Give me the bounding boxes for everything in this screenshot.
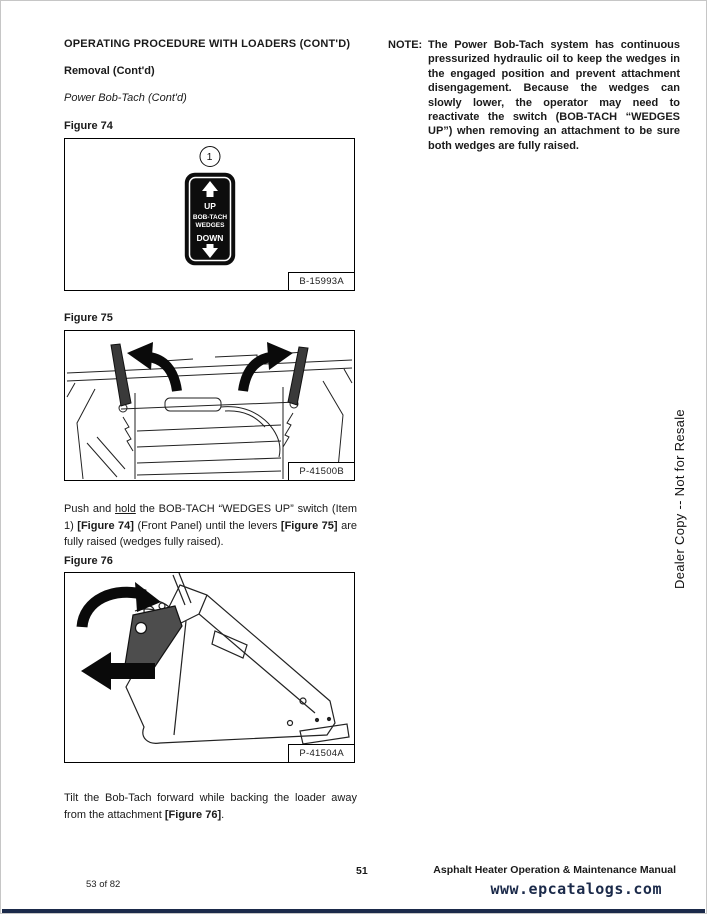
item-1-callout: 1 [199, 146, 220, 167]
decal-down-label: DOWN [196, 233, 223, 243]
procedure-paragraph-1 [64, 501, 357, 551]
left-rotate-arrow-icon [149, 357, 177, 391]
decal-line2: WEDGES [195, 222, 224, 229]
left-spring [123, 417, 133, 451]
text-segment: hold [115, 503, 136, 515]
subsubsection-title: Power Bob-Tach (Cont'd) [64, 92, 187, 104]
figure-74-ref-label: B-15993A [288, 272, 354, 290]
procedure-paragraph-2 [64, 790, 357, 823]
bobtach-lever [173, 573, 191, 605]
text-segment: the BOB-TACH “WEDGES UP” switch (Item 1) [64, 503, 357, 532]
right-spring [283, 413, 293, 447]
figure-75-box [64, 330, 355, 481]
plate-hole [136, 623, 147, 634]
figure-75-ref-label: P-41500B [288, 462, 354, 480]
right-rotate-arrow-icon [243, 357, 271, 391]
text-segment: Tilt the Bob-Tach forward while backing the loader away from the attachment [64, 792, 357, 821]
right-lever [288, 347, 308, 405]
bobtach-switch-decal [184, 172, 236, 266]
figure-76-caption: Figure 76 [64, 555, 113, 567]
figure-74-box [64, 138, 355, 291]
figure-76-box [64, 572, 355, 763]
figure-74-caption: Figure 74 [64, 120, 113, 132]
figure-76-ref-label: P-41504A [288, 744, 354, 762]
bucket-outline [126, 585, 335, 743]
note-text: The Power Bob-Tach system has continuous pressurized hydraulic oil to keep the wedges in the engaged position and prevent attachment disengagement. Because the wedges can slowly lower, the operator may need to reactivate the switch (BOB-TACH “WEDGES UP”) when removing an attachment to be sure both wedges are fully raised. [428, 39, 680, 152]
bottom-navy-bar [2, 909, 705, 913]
decal-up-label: UP [203, 201, 216, 211]
figure-76-drawing [65, 573, 354, 762]
deck-edge-line [67, 360, 352, 373]
bobtach-plate [125, 606, 182, 671]
figure-75-drawing [65, 331, 354, 480]
text-segment: [Figure 75] [280, 519, 338, 532]
note-label: NOTE: [388, 39, 423, 51]
decal-line1: BOB-TACH [192, 214, 227, 221]
page-number: 51 [356, 865, 368, 877]
section-title: OPERATING PROCEDURE WITH LOADERS (CONT'D) [64, 38, 351, 50]
manual-title: Asphalt Heater Operation & Maintenance Manual [433, 864, 676, 876]
subsection-title: Removal (Cont'd) [64, 65, 155, 77]
text-segment: Push and [64, 503, 116, 515]
note-block [388, 38, 680, 153]
figure-75-caption: Figure 75 [64, 312, 113, 324]
text-segment: are fully raised (wedges fully raised). [64, 519, 357, 548]
text-segment: [Figure 74] [77, 519, 134, 532]
site-watermark: www.epcatalogs.com [490, 880, 662, 898]
text-segment: (Front Panel) until the levers [133, 519, 281, 532]
text-segment: [Figure 76] [164, 808, 222, 821]
switch-decal-drawing [184, 172, 236, 266]
text-segment: . [221, 808, 225, 821]
sheet-indicator: 53 of 82 [86, 879, 121, 890]
dealer-copy-watermark: Dealer Copy -- Not for Resale [672, 409, 687, 589]
